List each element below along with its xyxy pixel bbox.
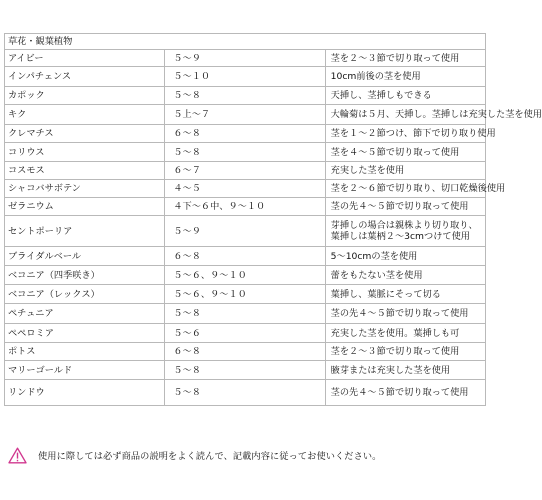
cutting-method-cell: 蕾をもたない茎を使用 [325,266,485,285]
cutting-method-cell: 茎の先４～５節で切り取って使用 [325,304,485,324]
table-row [5,304,486,324]
cutting-period-cell: ６～７ [165,162,325,180]
plant-name-cell: ポトス [5,343,165,361]
cutting-period-cell: ５～８ [165,304,325,324]
cutting-method-cell: 充実した茎を使用 [325,162,485,180]
table-row [5,180,486,198]
cutting-table-body [5,34,542,406]
cutting-method-cell: 茎の先４～５節で切り取って使用 [325,380,485,406]
plant-name-cell: ベコニア（レックス） [5,285,165,304]
table-row [5,50,486,67]
table-row [5,105,486,125]
cutting-method-cell: 葉挿し、葉脈にそって切る [325,285,485,304]
plant-name-cell: ペチュニア [5,304,165,324]
table-row [5,361,486,380]
plant-name-cell: コスモス [5,162,165,180]
cutting-method-cell: 茎を２～３節で切り取って使用 [325,50,485,67]
plant-name-cell: セントポーリア [5,216,165,247]
plant-name-cell: ゼラニウム [5,198,165,216]
cutting-period-cell: ６～８ [165,343,325,361]
table-row [5,87,486,105]
cutting-period-cell: ５～１０ [165,67,325,87]
cutting-method-cell: 茎を１～２節つけ、節下で切り取り使用 [325,125,485,143]
cutting-period-cell: ５～６、９～１０ [165,285,325,304]
usage-notice [8,445,381,465]
table-row [5,266,486,285]
table-row [5,247,486,266]
usage-notice-text: 使用に際しては必ず商品の説明をよく読んで、記載内容に従ってお使いください。 [38,451,382,462]
cutting-method-cell: 10cm前後の茎を使用 [325,67,485,87]
cutting-period-cell: ６～８ [165,125,325,143]
cutting-method-cell: 5～10cmの茎を使用 [325,247,485,266]
cutting-method-cell: 茎の先４～５節で切り取って使用 [325,198,485,216]
plant-name-cell: ブライダルベール [5,247,165,266]
plant-name-cell: カポック [5,87,165,105]
cutting-period-cell: ４下～６中、９～１０ [165,198,325,216]
table-row [5,143,486,162]
plant-name-cell: インパチェンス [5,67,165,87]
cutting-method-cell: 腋芽または充実した茎を使用 [325,361,485,380]
cutting-period-cell: ５～９ [165,50,325,67]
plant-name-cell: コリウス [5,143,165,162]
table-row [5,380,486,406]
table-row [5,216,486,247]
cutting-period-cell: ５～８ [165,361,325,380]
table-row [5,67,486,87]
cutting-table [4,33,542,406]
cutting-period-cell: ５～９ [165,216,325,247]
table-row [5,198,486,216]
table-row [5,324,486,343]
cutting-method-cell: 茎を４～５節で切り取って使用 [325,143,485,162]
plant-name-cell: リンドウ [5,380,165,406]
cutting-period-cell: ５～８ [165,87,325,105]
cutting-method-cell: 茎を２～６節で切り取り、切口乾燥後使用 [325,180,485,198]
plant-name-cell: クレマチス [5,125,165,143]
cutting-period-cell: ５～８ [165,143,325,162]
table-row [5,343,486,361]
warning-icon [8,447,27,464]
table-header-row [5,34,486,50]
cutting-method-cell: 大輪菊は５月、天挿し。茎挿しは充実した茎を使用 [325,105,485,125]
plant-name-cell: アイビー [5,50,165,67]
cutting-period-cell: ５～８ [165,380,325,406]
plant-name-cell: ベコニア（四季咲き） [5,266,165,285]
cutting-period-cell: ５～６、９～１０ [165,266,325,285]
cutting-period-cell: ６～８ [165,247,325,266]
table-header-cell: 草花・観葉植物 [5,34,486,50]
cutting-method-cell: 芽挿しの場合は親株より切り取り、葉挿しは葉柄２～3cmつけて使用 [325,216,485,247]
table-row [5,285,486,304]
cutting-method-cell: 充実した茎を使用。葉挿しも可 [325,324,485,343]
cutting-period-cell: ５～６ [165,324,325,343]
plant-name-cell: マリーゴールド [5,361,165,380]
plant-name-cell: ペペロミア [5,324,165,343]
cutting-method-cell: 茎を２～３節で切り取って使用 [325,343,485,361]
table-row [5,162,486,180]
plant-name-cell: シャコバサボテン [5,180,165,198]
cutting-period-cell: ５上～７ [165,105,325,125]
table-row [5,125,486,143]
cutting-method-cell: 天挿し、茎挿しもできる [325,87,485,105]
plant-name-cell: キク [5,105,165,125]
cutting-period-cell: ４～５ [165,180,325,198]
